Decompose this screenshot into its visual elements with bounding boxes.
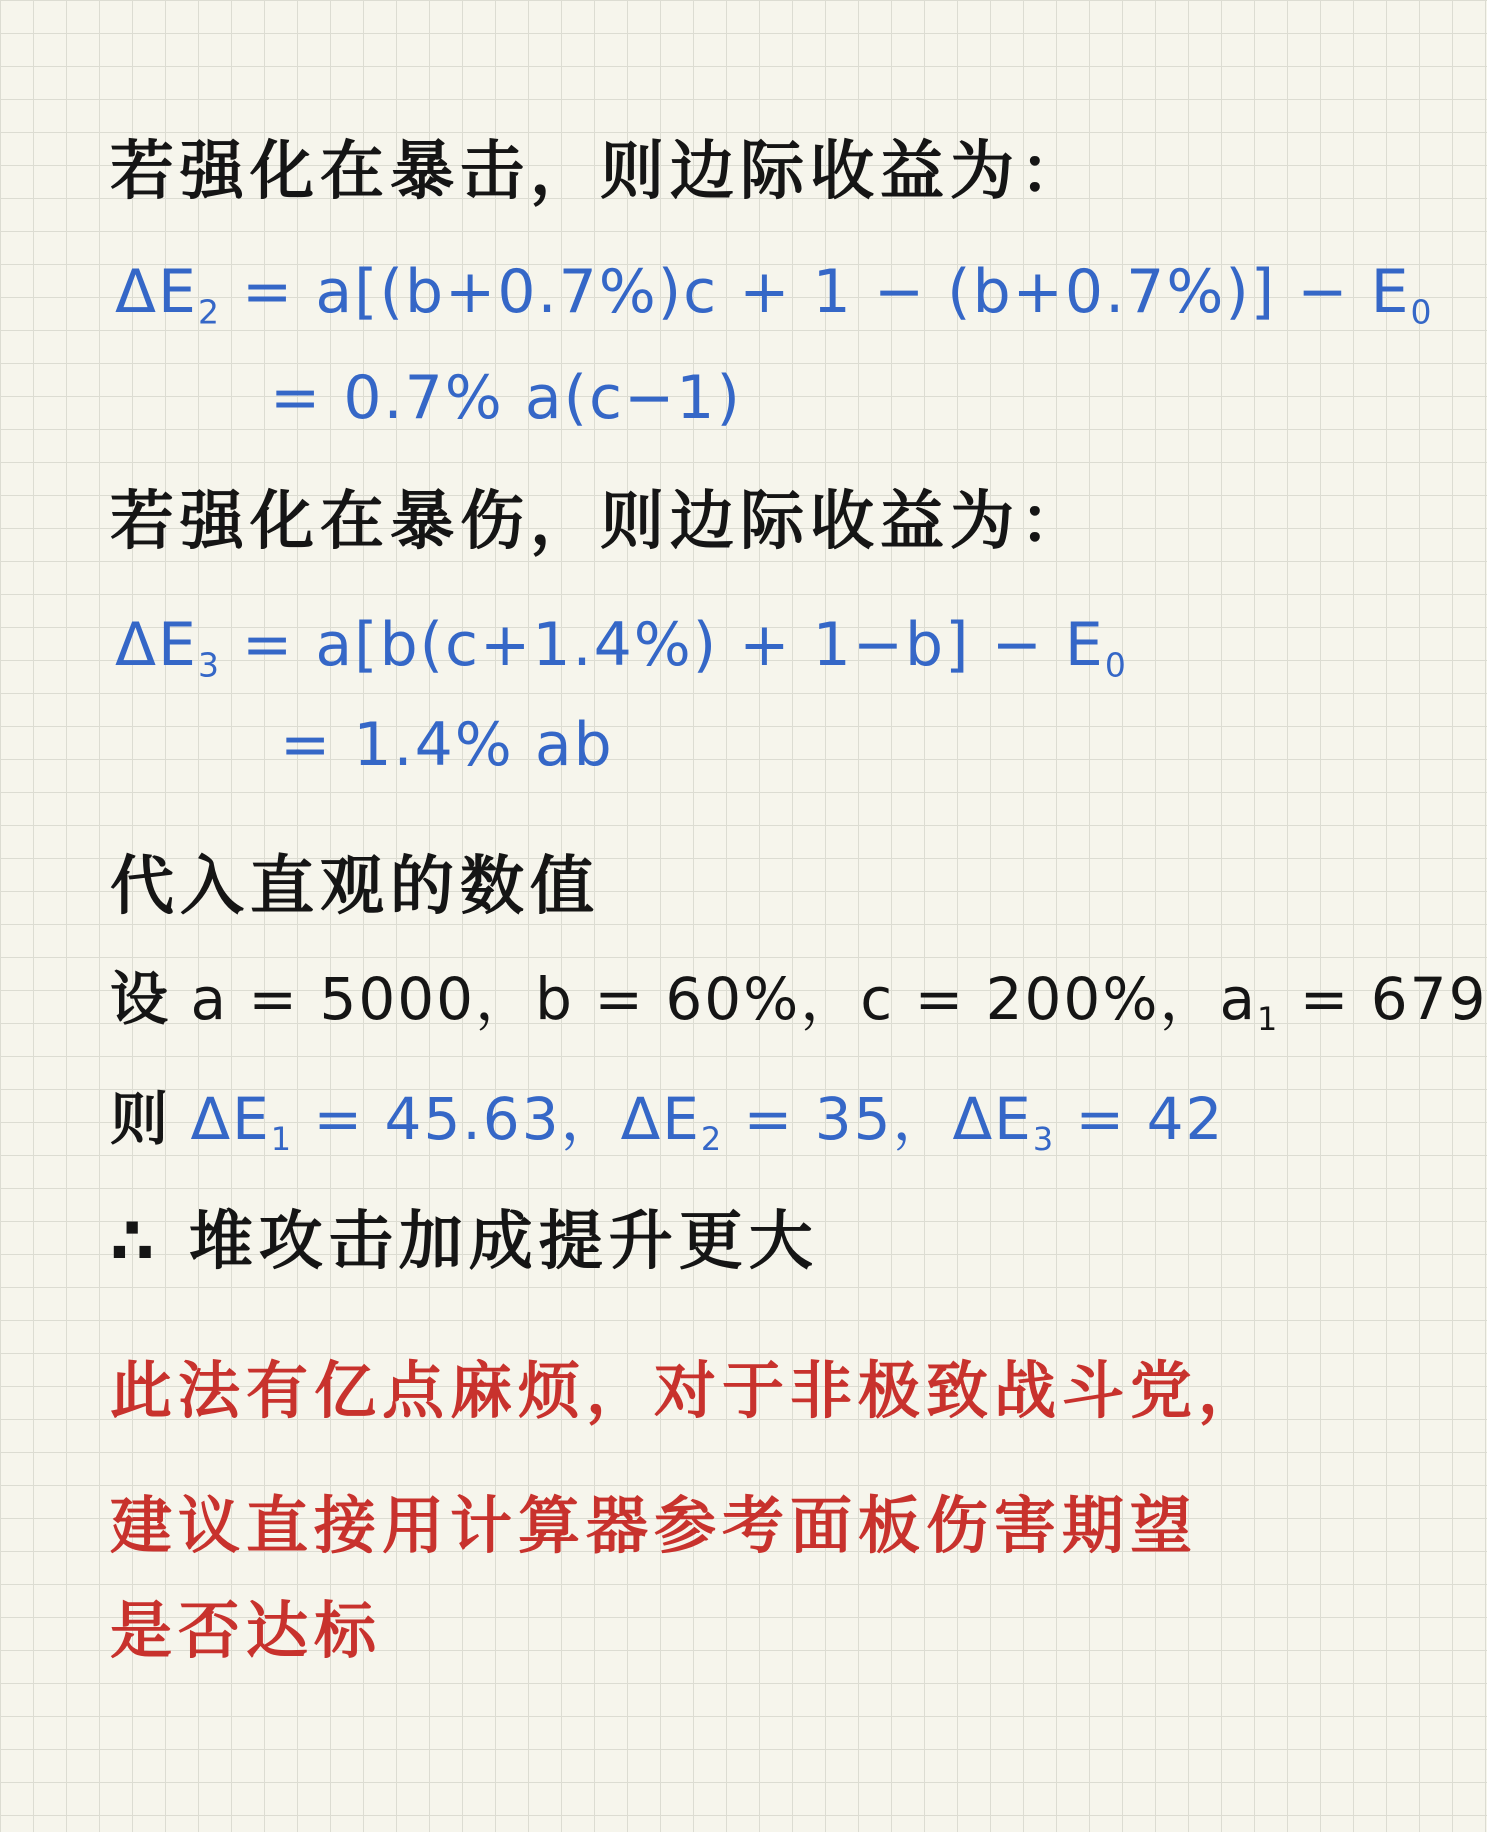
note-line-1: 此法有亿点麻烦，对于非极致战斗党， (110, 1354, 1267, 1427)
delta-e3-result-symbol: ΔE (952, 1085, 1033, 1153)
then-label: 则 (110, 1085, 171, 1153)
delta-e2-subscript: 2 (197, 292, 221, 332)
crit-rate-result: = 0.7% a(c−1) (270, 363, 742, 433)
results-line (110, 1085, 1225, 1159)
conclusion-text: ∴ 堆攻击加成提升更大 (110, 1205, 819, 1279)
note-line-3: 是否达标 (110, 1594, 383, 1667)
result-e1 (190, 1085, 621, 1159)
delta-e2-value: = 35， (723, 1085, 953, 1153)
delta-e3-symbol: ΔE (115, 610, 198, 680)
crit-rate-equation (115, 257, 1434, 332)
crit-rate-heading: 若强化在暴击，则边际收益为： (110, 135, 1090, 209)
delta-e1-symbol: ΔE (190, 1085, 271, 1153)
assume-values: a = 5000，b = 60%，c = 200%，a (190, 965, 1257, 1033)
delta-e2-result-symbol: ΔE (620, 1085, 701, 1153)
result-e2 (620, 1085, 953, 1159)
assume-tail: = 679 (1279, 965, 1487, 1033)
crit-dmg-heading: 若强化在暴伤，则边际收益为： (110, 485, 1090, 559)
crit-dmg-result: = 1.4% ab (280, 710, 614, 780)
delta-e3-subscript: 3 (197, 645, 221, 685)
e0-subscript: 0 (1410, 292, 1434, 332)
delta-e1-subscript: 1 (270, 1120, 294, 1159)
result-e3 (952, 1085, 1225, 1159)
crit-rate-equation-body: = a[(b+0.7%)c + 1 − (b+0.7%)] − E (220, 257, 1411, 327)
e0-subscript-2: 0 (1104, 645, 1128, 685)
delta-e2-result-subscript: 2 (700, 1120, 724, 1159)
substitution-heading: 代入直观的数值 (110, 850, 600, 924)
note-line-2: 建议直接用计算器参考面板伤害期望 (110, 1489, 1199, 1562)
delta-e1-value: = 45.63， (293, 1085, 621, 1153)
delta-e3-result-subscript: 3 (1032, 1120, 1056, 1159)
crit-dmg-equation-body: = a[b(c+1.4%) + 1−b] − E (220, 610, 1105, 680)
delta-e2-symbol: ΔE (115, 257, 198, 327)
assumption-line (110, 965, 1487, 1039)
delta-e3-value: = 42 (1055, 1085, 1225, 1153)
a1-subscript: 1 (1257, 1000, 1280, 1039)
assume-label: 设 (110, 965, 171, 1033)
crit-dmg-equation (115, 610, 1128, 685)
